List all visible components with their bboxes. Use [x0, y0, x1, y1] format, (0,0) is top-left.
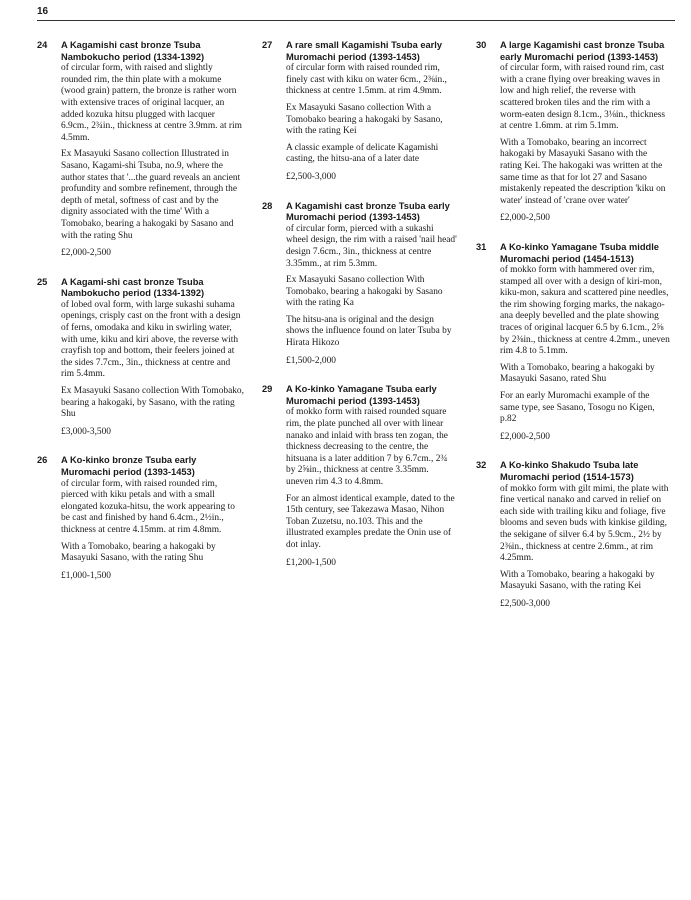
lot-title: A large Kagamishi cast bronze Tsuba early Muromachi period (1393-1453): [500, 40, 665, 62]
lot-provenance: With a Tomobako, bearing a hakogaki by Masayuki Sasano, with the rating Shu: [61, 541, 216, 564]
lot-26: [37, 455, 245, 582]
lot-description: of lobed oval form, with large sukashi suhama openings, crisply cast on the front with a design of ferns, omodaka and kiku in swirling water, with ume, kiku and kiri above, the reverse with crayfish top and bottom, their feelers joined at the sides 7.7cm., 3in., thickness at centre and rim 5.4mm.: [61, 299, 241, 380]
lot-note: For an almost identical example, dated to the 15th century, see Takezawa Masao, Nihon Toban Zuzetsu, no.103. This and the illustrated examples predate the Onin use of dot inlay.: [286, 493, 455, 550]
lot-note: For an early Muromachi example of the same type, see Sasano, Tosogu no Kigen, p.82: [500, 391, 655, 425]
lot-provenance: With a Tomobako, bearing an incorrect hakogaki by Masayuki Sasano with the rating Kei. The hakogaki was written at the same time as that for lot 27 and Sasano mistakenly repeated the description 'kiku on water' instead of 'crane over water': [500, 137, 666, 206]
lot-28: [262, 201, 457, 368]
column-3: [476, 40, 671, 628]
lot-number: 30: [476, 40, 487, 50]
lot-description: of circular form, with raised round rim, cast with a crane flying over breaking waves in low and high relief, the reverse with scattered broken tiles and the rim with a worm-eaten design 8.1cm., 3⅛in., thickness at centre 1.6mm. at rim 5.1mm.: [500, 63, 666, 132]
lot-number: 27: [262, 40, 273, 50]
lot-number: 24: [37, 40, 48, 50]
lot-title: A Ko-kinko Yamagane Tsuba early Muromachi period (1393-1453): [286, 384, 437, 406]
lot-description: of circular form, with raised and slightly rounded rim, the thin plate with a mokume (wood grain) pattern, the bronze is rather worn with extensive traces of original lacquer, an added kozuka hitsu plugged with lacquer 6.9cm., 2¾in., thickness at centre 3.9mm. at rim 4.5mm.: [61, 63, 242, 143]
lot-estimate: £2,000-2,500: [500, 431, 550, 442]
lot-number: 25: [37, 276, 48, 287]
column-2: [262, 40, 457, 586]
lot-32: [476, 460, 671, 610]
lot-title: A Ko-kinko Yamagane Tsuba middle Muromachi period (1454-1513): [500, 241, 659, 264]
lot-number: 32: [476, 460, 487, 471]
lot-estimate: £2,500-3,000: [286, 171, 336, 182]
lot-description: of circular form, with raised rounded rim, pierced with kiku petals and with a small elongated kozuka-hitsu, the work appearing to be cast and finished by hand 6.4cm., 2½in., thickness at centre 4.15mm. at rim 4.8mm.: [61, 478, 235, 535]
lot-description: of mokko form with hammered over rim, stamped all over with a design of kiri-mon, kiku-mon, sakura and scattered pine needles, the rim showing forging marks, the nakago-ana deeply bevelled and the plate showing traces of original lacquer 6.5 by 6.1cm., 2⅝ by 2⅜in., thickness at centre 4.2mm., uneven rim 4.8 to 5.1mm.: [500, 265, 670, 357]
lot-note: The hitsu-ana is original and the design shows the influence found on later Tsuba by Hirata Hikozo: [286, 314, 452, 349]
lot-24: [37, 40, 245, 260]
lot-29: [262, 384, 457, 569]
lot-estimate: £3,000-3,500: [61, 426, 111, 437]
lot-estimate: £1,200-1,500: [286, 557, 336, 568]
lot-31: [476, 242, 671, 444]
lot-number: 29: [262, 384, 273, 395]
lot-description: of mokko form with raised rounded square rim, the plate punched all over with linear nanako and inlaid with brass ten zogan, the thickness decreasing to the centre, the hitsuana is a later addition 7 by 6.7cm., 2¾ by 2⅝in., thickness at centre 3.35mm. uneven rim 4.3 to 4.8mm.: [286, 407, 448, 487]
lot-provenance: Ex Masayuki Sasano collection Illustrated in Sasano, Kagami-shi Tsuba, no.9, where the author states that '...the guard reveals an ancient profundity and sombre refinement, through the depth of metal, softness of cast and by the dignity associated with the time' With a Tomobako, bearing a hakogaki by Sasano and with the rating Shu: [61, 149, 241, 241]
lot-30: [476, 40, 671, 225]
lot-title: A Kagamishi cast bronze Tsuba Nambokucho period (1334-1392): [61, 40, 205, 62]
lot-description: of mokko form with gilt mimi, the plate with fine vertical nanako and carved in relief on each side with trailing kiku and foliage, five blooms and seven buds with kinkise gilding, the sekigane of silver 6.4 by 5.9cm., 2½ by 2⅜in., thickness at centre 2.6mm., at rim 4.25mm.: [500, 483, 669, 564]
lot-title: A rare small Kagamishi Tsuba early Muromachi period (1393-1453): [286, 40, 443, 62]
lot-estimate: £2,500-3,000: [500, 598, 550, 609]
lot-provenance: Ex Masayuki Sasano collection With Tomobako, bearing a hakogaki, by Sasano, with the rating Shu: [61, 386, 244, 420]
lot-estimate: £2,000-2,500: [61, 248, 111, 259]
lot-27: [262, 40, 457, 184]
lot-number: 31: [476, 241, 487, 252]
column-1: [37, 40, 245, 599]
lot-note: A classic example of delicate Kagamishi casting, the hitsu-ana of a later date: [286, 142, 439, 165]
lot-title: A Kagami-shi cast bronze Tsuba Nambokucho period (1334-1392): [61, 276, 205, 299]
page-number: 16: [37, 6, 49, 17]
lot-estimate: £1,000-1,500: [61, 570, 111, 581]
lot-title: A Ko-kinko bronze Tsuba early Muromachi period (1393-1453): [61, 455, 197, 477]
lot-number: 28: [262, 200, 273, 211]
lot-provenance: Ex Masayuki Sasano collection With a Tomobako bearing a hakogaki by Sasano, with the rating Kei: [286, 102, 443, 137]
lot-provenance: With a Tomobako, bearing a hakogaki by Masayuki Sasano, with the rating Kei: [500, 569, 655, 592]
lot-title: A Kagamishi cast bronze Tsuba early Muromachi period (1393-1453): [286, 200, 450, 223]
lot-provenance: Ex Masayuki Sasano collection With Tomobako, bearing a hakogaki by Sasano with the rating Ka: [286, 275, 443, 309]
lot-estimate: £2,000-2,500: [500, 213, 550, 224]
lot-25: [37, 277, 245, 439]
lot-number: 26: [37, 455, 48, 466]
lot-title: A Ko-kinko Shakudo Tsuba late Muromachi period (1514-1573): [500, 460, 639, 482]
header-rule: [37, 20, 675, 21]
lot-description: of circular form with raised rounded rim, finely cast with kiku on water 6cm., 2⅜in., thickness at centre 1.5mm. at rim 4.9mm.: [286, 63, 447, 97]
lot-provenance: With a Tomobako, bearing a hakogaki by Masayuki Sasano, rated Shu: [500, 362, 655, 385]
lot-description: of circular form, pierced with a sukashi wheel design, the rim with a raised 'nail head' design 7.6cm., 3in., thickness at centre 3.35mm., at rim 5.3mm.: [286, 223, 457, 269]
lot-estimate: £1,500-2,000: [286, 355, 336, 366]
